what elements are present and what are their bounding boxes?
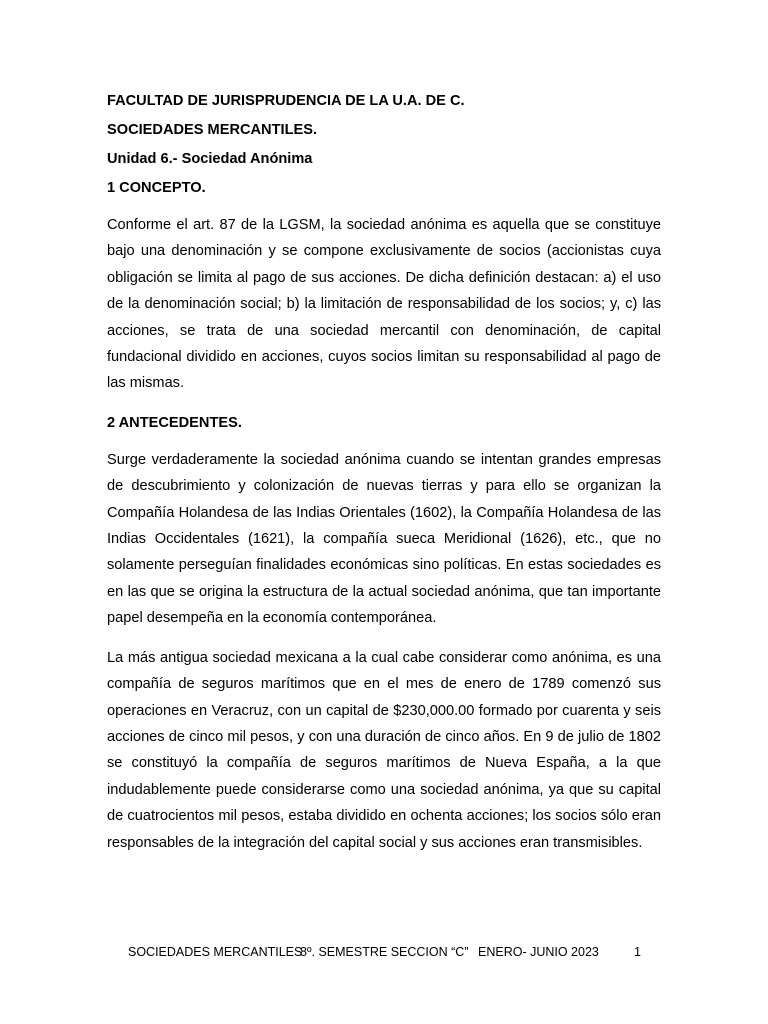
paragraph-antecedentes-1: Surge verdaderamente la sociedad anónima cuando se intentan grandes empresas de descubrimiento y colonización de nuevas tierras y para ello se organizan la Compañía Holandesa de las Indias Orientales (1602), la Compañía Holandesa de las Indias Occidentales (1621), la compañía sueca Meridional (1626), etc., que no solamente perseguían finalidades económicas sino políticas. En estas sociedades es en las que se origina la estructura de la actual sociedad anónima, que tan importante papel desempeña en la economía contemporánea. xyxy=(107,451,661,627)
subject-heading: SOCIEDADES MERCANTILES. xyxy=(107,122,318,138)
section-heading-concepto: 1 CONCEPTO. xyxy=(107,180,206,196)
paragraph-concepto: Conforme el art. 87 de la LGSM, la sociedad anónima es aquella que se constituye bajo una denominación y se compone exclusivamente de socios (accionistas cuya obligación se limita al pago de sus acciones. De dicha definición destacan: a) el uso de la denominación social; b) la limitación de responsabilidad de los socios; y, c) las acciones, se trata de una sociedad mercantil con denominación, de capital fundacional dividido en acciones, cuyos socios limitan su responsabilidad al pago de las mismas. xyxy=(107,217,661,392)
footer-course: SOCIEDADES MERCANTILES xyxy=(128,945,303,959)
footer-period: ENERO- JUNIO 2023 xyxy=(478,945,599,959)
section-heading-antecedentes: 2 ANTECEDENTES. xyxy=(107,414,242,431)
document-body xyxy=(107,91,661,856)
footer-page-number: 1 xyxy=(634,945,641,959)
footer-semester: 8º. SEMESTRE SECCION “C” xyxy=(300,945,469,959)
page-footer xyxy=(0,942,768,962)
paragraph-antecedentes-2: La más antigua sociedad mexicana a la cual cabe considerar como anónima, es una compañía de seguros marítimos que en el mes de enero de 1789 comenzó sus operaciones en Veracruz, con un capital de $230,000.00 formado por cuarenta y seis acciones de cinco mil pesos, y con una duración de cinco años. En 9 de julio de 1802 se constituyó la compañía de seguros marítimos de Nueva España, a la que indudablemente puede considerarse como una sociedad anónima, ya que su capital de cuatrocientos mil pesos, estaba dividido en ochenta acciones; los socios sólo eran responsables de la integración del capital social y sus acciones eran transmisibles. xyxy=(107,649,661,851)
faculty-heading: FACULTAD DE JURISPRUDENCIA DE LA U.A. DE C. xyxy=(107,93,465,109)
unit-heading: Unidad 6.- Sociedad Anónima xyxy=(107,151,313,167)
